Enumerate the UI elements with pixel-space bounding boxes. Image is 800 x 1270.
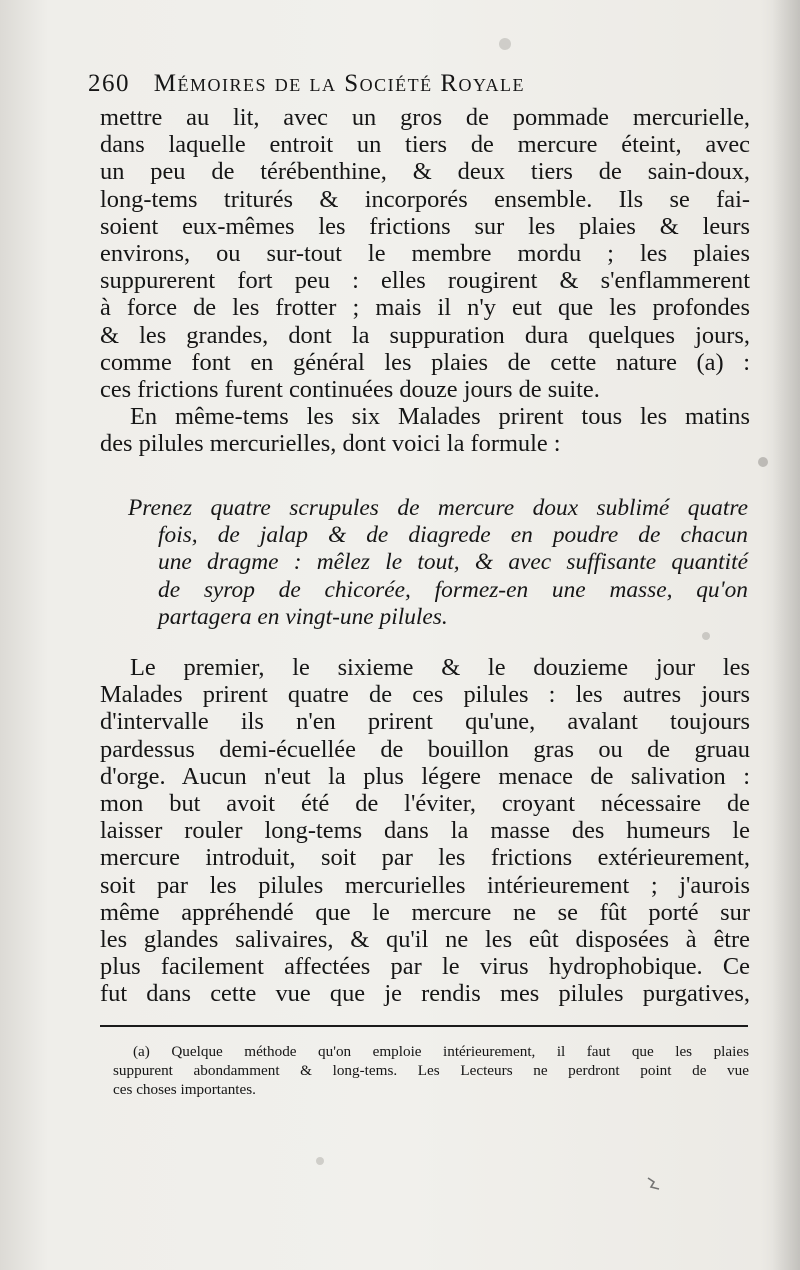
text-line: & les grandes, dont la suppuration dura quelques jours,	[100, 321, 750, 349]
page-number: 260	[88, 70, 130, 97]
text-line: laisser rouler long-tems dans la masse des humeurs le	[100, 817, 750, 845]
text-line: comme font en général les plaies de cette nature (a) :	[100, 348, 750, 376]
formula-line: de syrop de chicorée, formez-en une masse, qu'on	[158, 576, 748, 603]
formula-line: une dragme : mêlez le tout, & avec suffisante quantité	[158, 549, 748, 576]
page-edge-shadow	[772, 0, 800, 1270]
footnote	[113, 1042, 749, 1099]
pill-formula	[128, 495, 748, 631]
paragraph-1	[100, 104, 750, 458]
text-line: mercure introduit, soit par les frictions extérieurement,	[100, 844, 750, 872]
text-line: environs, ou sur-tout le membre mordu ; les plaies	[100, 240, 750, 268]
text-line: soit par les pilules mercurielles intérieurement ; j'aurois	[100, 871, 750, 899]
text-line: Malades prirent quatre de ces pilules : les autres jours	[100, 681, 750, 709]
text-line: un peu de térébenthine, & deux tiers de sain-doux,	[100, 158, 750, 186]
text-line: plus facilement affectées par le virus hydrophobique. Ce	[100, 953, 750, 981]
running-title: Mémoires de la Société Royale	[153, 70, 526, 97]
text-line: à force de les frotter ; mais il n'y eut que les profondes	[100, 294, 750, 322]
formula-line: partagera en vingt-une pilules.	[158, 603, 448, 630]
running-header	[88, 70, 688, 98]
text-line: d'orge. Aucun n'eut la plus légere menace de salivation :	[100, 762, 750, 790]
footnote-line: (a) Quelque méthode qu'on emploie intérieurement, il faut que les plaies	[133, 1043, 749, 1060]
text-line: mon but avoit été de l'éviter, croyant nécessaire de	[100, 790, 750, 818]
text-line: mettre au lit, avec un gros de pommade mercurielle,	[100, 104, 750, 131]
text-line: En même-tems les six Malades prirent tous les matins	[130, 403, 750, 431]
text-line: pardessus demi-écuellée de bouillon gras ou de gruau	[100, 735, 750, 763]
text-line: fut dans cette vue que je rendis mes pilules purgatives,	[100, 980, 750, 1008]
formula-line: fois, de jalap & de diagrede en poudre de chacun	[158, 522, 748, 549]
text-line: ces frictions furent continuées douze jours de suite.	[100, 376, 600, 404]
footnote-rule	[100, 1025, 748, 1027]
footnote-line: suppurent abondamment & long-tems. Les Lecteurs ne perdront point de vue	[113, 1062, 749, 1079]
text-line: dans laquelle entroit un tiers de mercure éteint, avec	[100, 131, 750, 159]
footnote-line: ces choses importantes.	[113, 1081, 256, 1098]
formula-line: Prenez quatre scrupules de mercure doux sublimé quatre	[128, 495, 748, 521]
text-line: suppurerent fort peu : elles rougirent & s'enflammerent	[100, 267, 750, 295]
text-line: les glandes salivaires, & qu'il ne les eût disposées à être	[100, 926, 750, 954]
text-line: long-tems triturés & incorporés ensemble. Ils se fai-	[100, 185, 750, 213]
text-line: d'intervalle ils n'en prirent qu'une, avalant toujours	[100, 708, 750, 736]
text-line: Le premier, le sixieme & le douzieme jour les	[130, 654, 750, 681]
text-line: même appréhendé que le mercure ne se fût porté sur	[100, 898, 750, 926]
paragraph-2	[100, 654, 750, 1008]
text-line: soient eux-mêmes les frictions sur les plaies & leurs	[100, 212, 750, 240]
text-line: des pilules mercurielles, dont voici la formule :	[100, 430, 561, 458]
